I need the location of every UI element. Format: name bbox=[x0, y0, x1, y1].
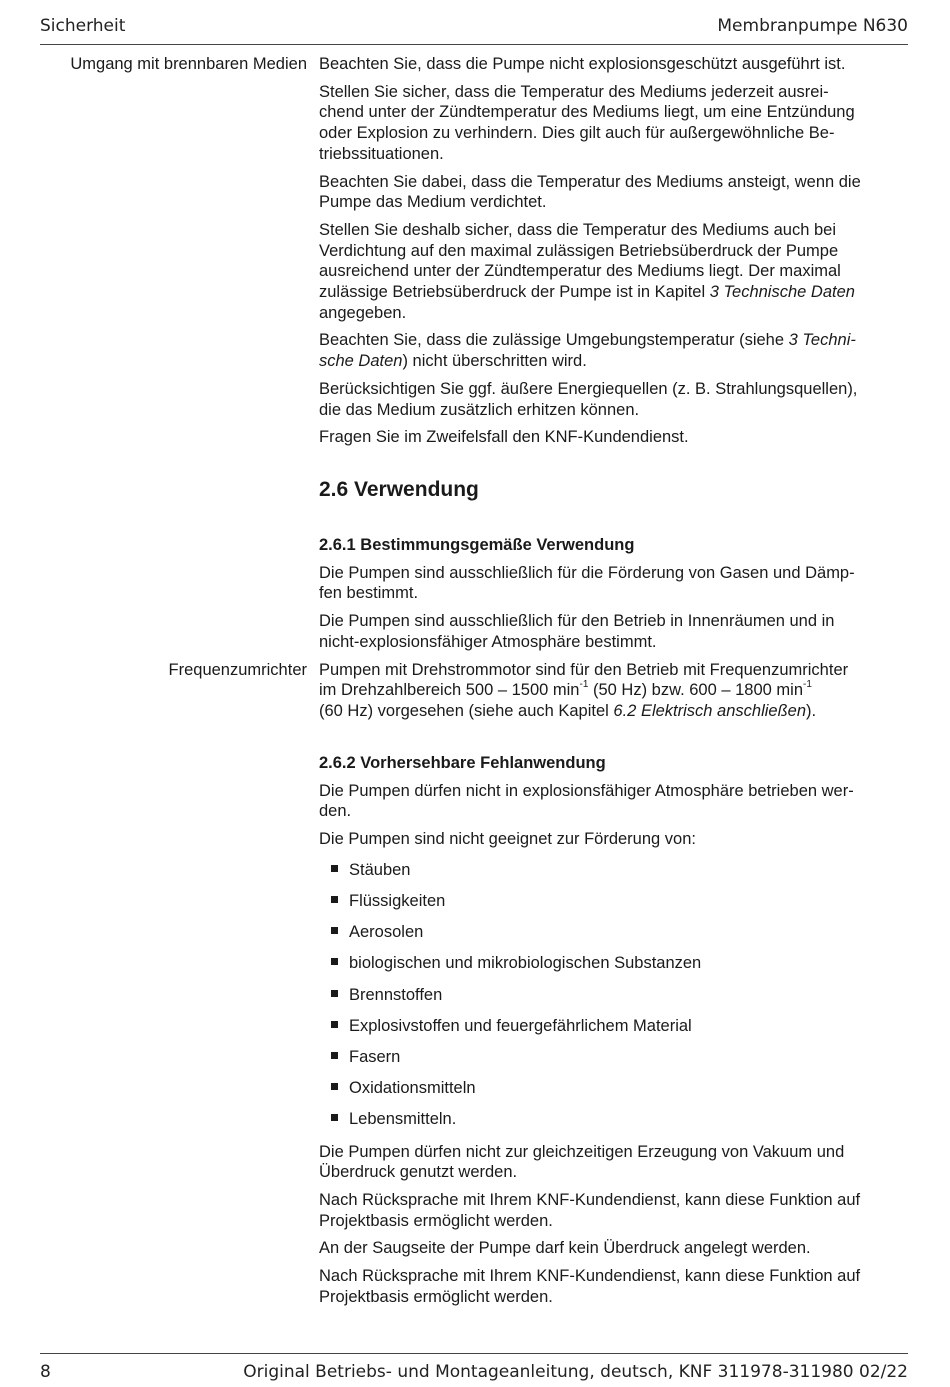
paragraph: Nach Rücksprache mit Ihrem KNF-Kundendienst, kann diese Funktion auf Projektbasis ermöglicht werden. bbox=[319, 1267, 861, 1306]
header-chapter: Sicherheit bbox=[40, 16, 126, 36]
chapter-reference[interactable]: 3 Technische Daten bbox=[709, 283, 855, 302]
subsection-heading-2-6-2: 2.6.2 Vorhersehbare Fehlanwendung bbox=[319, 754, 606, 772]
paragraph: Die Pumpen sind ausschließlich für den Betrieb in Innenräumen und in nicht-explosionsfähiger Atmosphäre bestimmt. bbox=[319, 612, 835, 651]
paragraph: Fragen Sie im Zweifelsfall den KNF-Kundendienst. bbox=[319, 428, 689, 447]
subsection-heading-2-6-1: 2.6.1 Bestimmungsgemäße Verwendung bbox=[319, 536, 635, 554]
list-item: Stäuben bbox=[319, 857, 909, 888]
paragraph-frequenzumrichter: Pumpen mit Drehstrommotor sind für den Betrieb mit Frequenzumrichter im Drehzahlbereich 500 – 1500 $\min^{-1} (50$ Hz) bzw. 600 – 1800 $\min^{-1}$ (60 Hz) vorgesehen (siehe auch Kapitel 6.2 Elektrisch anschließen). bbox=[319, 660, 849, 720]
paragraph: Nach Rücksprache mit Ihrem KNF-Kundendienst, kann diese Funktion auf Projektbasis ermöglicht werden. bbox=[319, 1190, 861, 1230]
list-item: Lebensmitteln. bbox=[319, 1106, 909, 1137]
section-2-6-2 bbox=[319, 753, 909, 1314]
header-product: Membranpumpe N630 bbox=[717, 16, 908, 36]
paragraph: Die Pumpen sind nicht geeignet zur Förderung von: bbox=[319, 830, 696, 849]
paragraph: Beachten Sie, dass die Pumpe nicht explosionsgeschützt ausgeführt ist. bbox=[319, 55, 846, 73]
paragraph: Die Pumpen sind ausschließlich für die Förderung von Gasen und Dämp- fen bestimmt. bbox=[319, 563, 855, 603]
bullet-square-icon bbox=[331, 865, 338, 872]
unsuitable-media-list bbox=[319, 857, 909, 1138]
section-heading-2-6: 2.6 Verwendung bbox=[319, 478, 479, 501]
paragraph: An der Saugseite der Pumpe darf kein Überdruck angelegt werden. bbox=[319, 1239, 811, 1258]
paragraph: Die Pumpen dürfen nicht in explosionsfähiger Atmosphäre betrieben wer- den. bbox=[319, 781, 854, 821]
paragraph: Stellen Sie sicher, dass die Temperatur des Mediums jederzeit ausrei- chend unter der Zündtemperatur des Mediums liegt, um eine Entzündung oder Explosion zu verhindern. Dies gilt auch für außergewöhnliche Be- triebssituationen. bbox=[319, 82, 855, 163]
chapter-reference[interactable]: sche Daten bbox=[319, 352, 403, 371]
brennbare-medien-section bbox=[319, 54, 909, 455]
page-number: 8 bbox=[40, 1362, 51, 1382]
list-item: Aerosolen bbox=[319, 919, 909, 950]
bullet-square-icon bbox=[331, 958, 338, 965]
chapter-reference[interactable]: 3 Techni- bbox=[788, 331, 856, 350]
bullet-square-icon bbox=[331, 1021, 338, 1028]
paragraph: Die Pumpen dürfen nicht zur gleichzeitigen Erzeugung von Vakuum und Überdruck genutzt werden. bbox=[319, 1142, 845, 1182]
bullet-square-icon bbox=[331, 990, 338, 997]
section-2-6-1 bbox=[319, 535, 909, 729]
list-item: Flüssigkeiten bbox=[319, 888, 909, 919]
margin-label-frequenzumrichter: Frequenzumrichter bbox=[168, 661, 307, 679]
bullet-square-icon bbox=[331, 927, 338, 934]
list-item: Brennstoffen bbox=[319, 982, 909, 1013]
list-item: Oxidationsmitteln bbox=[319, 1075, 909, 1106]
bullet-square-icon bbox=[331, 896, 338, 903]
bullet-square-icon bbox=[331, 1083, 338, 1090]
margin-label-brennbare: Umgang mit brennbaren Medien bbox=[70, 55, 307, 73]
paragraph: Beachten Sie dabei, dass die Temperatur des Mediums ansteigt, wenn die Pumpe das Medium verdichtet. bbox=[319, 172, 861, 212]
list-item: Explosivstoffen und feuergefährlichem Material bbox=[319, 1013, 909, 1044]
bullet-square-icon bbox=[331, 1052, 338, 1059]
list-item: biologischen und mikrobiologischen Substanzen bbox=[319, 950, 909, 981]
list-item: Fasern bbox=[319, 1044, 909, 1075]
paragraph: Beachten Sie, dass die zulässige Umgebungstemperatur (siehe 3 Techni- sche Daten) nicht überschritten wird. bbox=[319, 331, 856, 371]
header-divider bbox=[40, 44, 908, 45]
footer-document-info: Original Betriebs- und Montageanleitung, deutsch, KNF 311978-311980 02/22 bbox=[243, 1362, 908, 1382]
paragraph: Stellen Sie deshalb sicher, dass die Temperatur des Mediums auch bei Verdichtung auf den maximal zulässigen Betriebsüberdruck der Pumpe ausreichend unter der Zündtemperatur des Mediums liegt. Der maximal zulässige Betriebsüberdruck der Pumpe ist in Kapitel 3 Technische Daten angegeben. bbox=[319, 220, 855, 322]
chapter-reference[interactable]: 6.2 Elektrisch anschließen bbox=[613, 701, 807, 720]
bullet-square-icon bbox=[331, 1114, 338, 1121]
paragraph: Berücksichtigen Sie ggf. äußere Energiequellen (z. B. Strahlungsquellen), die das Medium zusätzlich erhitzen können. bbox=[319, 379, 858, 419]
footer-divider bbox=[40, 1353, 908, 1354]
